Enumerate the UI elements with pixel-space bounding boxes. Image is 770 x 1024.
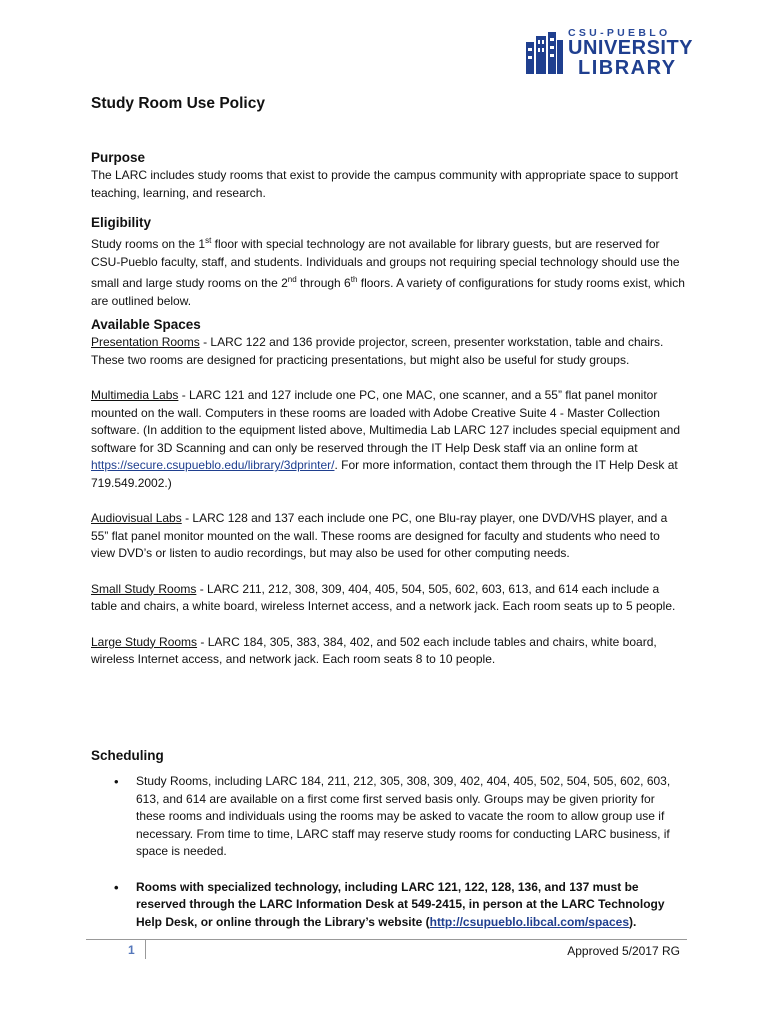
audiovisual-labs-label: Audiovisual Labs [91, 511, 182, 525]
3dprinter-form-link[interactable]: https://secure.csupueblo.edu/library/3dprinter/ [91, 458, 335, 472]
library-building-icon [524, 32, 564, 76]
large-study-rooms-paragraph: Large Study Rooms - LARC 184, 305, 383, 384, 402, and 502 each include tables and chairs, white board, wireless Internet access, and network jack. Each room seats 8 to 10 people. [91, 634, 657, 666]
university-library-logo [524, 26, 694, 80]
available-spaces-heading: Available Spaces [91, 317, 201, 332]
logo-library: LIBRARY [578, 57, 677, 79]
eligibility-heading: Eligibility [91, 215, 152, 230]
document-title: Study Room Use Policy [91, 95, 265, 112]
multimedia-labs-paragraph: Multimedia Labs - LARC 121 and 127 include one PC, one MAC, one scanner, and a 55” flat panel monitor mounted on the wall. Computers in these rooms are loaded with Adobe Creative Suite 4 - Master Collection software. (In addition to the equipment listed above, Multimedia Lab LARC 127 includes special equipment and software for 3D Scanning and can only be reserved through the IT Help Desk staff via an online form at https://secure.csupueblo.edu/library/3dprinter/. For more information, contact them through the IT Help Desk at 719.549.2002.) [91, 388, 681, 490]
purpose-text: The LARC includes study rooms that exist to provide the campus community with appropriate space to support teaching, learning, and research. [91, 168, 678, 200]
scheduling-list [91, 773, 687, 931]
presentation-rooms-paragraph: Presentation Rooms - LARC 122 and 136 provide projector, screen, presenter workstation, table and chairs. These two rooms are designed for practicing presentations, but might also be useful for study groups. [91, 335, 664, 367]
presentation-rooms-label: Presentation Rooms [91, 335, 200, 349]
logo-csu-pueblo: CSU-PUEBLO [568, 27, 671, 39]
footer-divider [86, 939, 687, 940]
large-study-rooms-label: Large Study Rooms [91, 634, 198, 649]
small-study-rooms-paragraph: Small Study Rooms - LARC 211, 212, 308, 309, 404, 405, 504, 505, 602, 603, 613, and 614 each include a table and chairs, a white board, wireless Internet access, and a network jack. Each room seats up to 5 people. [91, 581, 676, 613]
libcal-spaces-link[interactable]: http://csupueblo.libcal.com/spaces [429, 914, 629, 929]
scheduling-section [91, 747, 687, 949]
multimedia-labs-label: Multimedia Labs [91, 388, 179, 402]
eligibility-text: Study rooms on the 1st floor with special technology are not available for library guests, but are reserved for CSU-Pueblo faculty, staff, and students. Individuals and groups not requiring special technology should use the small and large study rooms on the 2nd through 6th floors. A variety of configurations for study rooms exist, which are outlined below. [91, 236, 685, 308]
page-number: 1 [128, 943, 135, 957]
purpose-section [91, 149, 687, 202]
scheduling-bullet-specialized-rooms: • Rooms with specialized technology, including LARC 121, 122, 128, 136, and 137 must be reserved through the LARC Information Desk at 549-2415, in person at the LARC Technology Help Desk, or online through the Library’s website (http://csupueblo.libcal.com/spaces). [136, 879, 687, 932]
footer-page-separator [145, 939, 146, 959]
scheduling-heading: Scheduling [91, 748, 164, 763]
small-study-rooms-label: Small Study Rooms [91, 581, 197, 596]
audiovisual-labs-paragraph: Audiovisual Labs - LARC 128 and 137 each include one PC, one Blu-ray player, one DVD/VHS player, and a 55” flat panel monitor mounted on the wall. These rooms are designed for faculty and students who need to view DVD’s or listen to audio recordings, but may also be used for other computing needs. [91, 511, 668, 560]
eligibility-section [91, 214, 687, 310]
approval-note: Approved 5/2017 RG [567, 944, 680, 958]
scheduling-bullet-study-rooms: • Study Rooms, including LARC 184, 211, 212, 305, 308, 309, 402, 404, 405, 502, 504, 505, 602, 603, 613, and 614 are available on a first come first served basis only. Groups may be given priority for these rooms and individuals using the rooms may be asked to vacate the room to allow group use if necessary. From time to time, LARC staff may reserve study rooms for conducting LARC business, if space is needed. [136, 773, 687, 861]
available-spaces-section [91, 316, 687, 687]
logo-university: UNIVERSITY [568, 37, 694, 59]
purpose-heading: Purpose [91, 150, 146, 165]
